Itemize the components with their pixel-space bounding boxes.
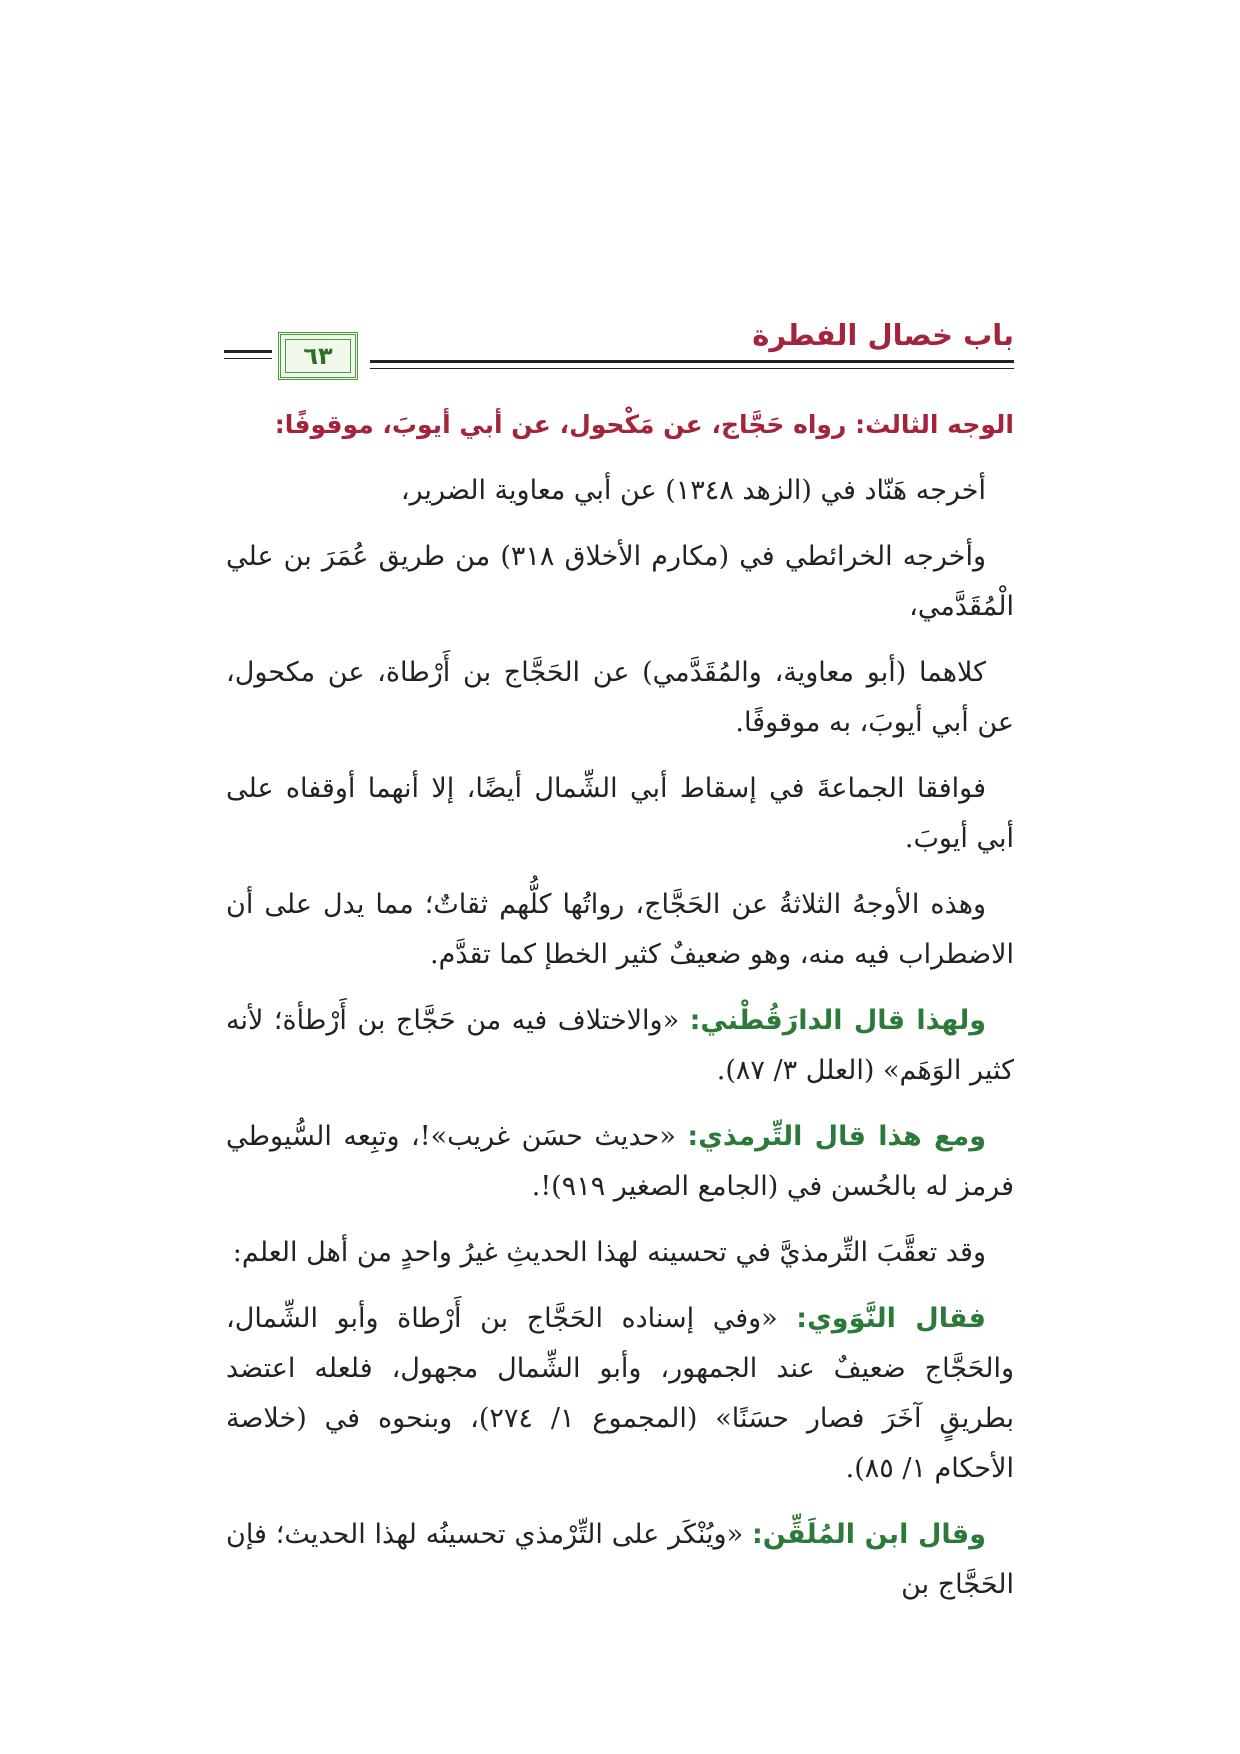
page-number: ٦٣: [303, 342, 333, 370]
paragraph-1: أخرجه هَنّاد في (الزهد ١٣٤٨) عن أبي معاوية الضرير،: [400, 475, 986, 506]
page-body: [226, 400, 1014, 1626]
quote-text-tirmidhi: «حديث حسَن غريب»!، وتبِعه السُّيوطي فرمز له بالحُسن في (الجامع الصغير ٩١٩)!.: [226, 1121, 1014, 1202]
heading-text: رواه حَجَّاج، عن مَكْحول، عن أبي أيوبَ، موقوفًا:: [274, 410, 847, 439]
paragraph-8: وقد تعقَّبَ التِّرمذيَّ في تحسينه لهذا الحديثِ غيرُ واحدٍ من أهل العلم:: [232, 1237, 986, 1268]
section-heading: [226, 400, 1014, 450]
quote-text-nawawi: «وفي إسناده الحَجَّاج بن أَرْطاة وأبو الشِّمال، والحَجَّاج ضعيفٌ عند الجمهور، وأبو الشِّمال مجهول، فلعله اعتضد بطريقٍ آخَرَ فصار حسَنًا» (المجموع ١/ ٢٧٤)، وبنحوه في (خلاصة الأحكام ١/ ٨٥).: [226, 1303, 1014, 1484]
quote-text-daraqutni: «والاختلاف فيه من حَجَّاج بن أَرْطأة؛ لأنه كثير الوَهَم» (العلل ٣/ ٨٧).: [226, 1005, 1014, 1086]
paragraph-2: وأخرجه الخرائطي في (مكارم الأخلاق ٣١٨) من طريق عُمَرَ بن علي الْمُقَدَّمي،: [226, 541, 1014, 622]
paragraph-10: [226, 1510, 1014, 1610]
heading-label: الوجه الثالث:: [855, 410, 1014, 439]
paragraph-9: [226, 1294, 1014, 1494]
page-number-badge: [278, 332, 358, 380]
paragraph-6: [226, 996, 1014, 1096]
header-rule-left: [224, 350, 272, 353]
quote-text-ibn-mulaqqin: «ويُنْكَر على التِّرْمذي تحسينُه لهذا الحديث؛ فإن الحَجَّاج بن: [226, 1519, 1014, 1600]
quote-lead-daraqutni: ولهذا قال الدارَقُطْني:: [689, 1005, 986, 1036]
quote-lead-nawawi: فقال النَّوَوي:: [796, 1303, 986, 1334]
paragraph-4: فوافقا الجماعةَ في إسقاط أبي الشِّمال أيضًا، إلا أنهما أوقفاه على أبي أيوبَ.: [226, 773, 1014, 854]
header-rule-left-thin: [224, 358, 272, 359]
paragraph-7: [226, 1112, 1014, 1212]
chapter-title: باب خصال الفطرة: [752, 318, 1014, 352]
paragraph-5: وهذه الأوجهُ الثلاثةُ عن الحَجَّاج، رواتُها كلُّهم ثقاتٌ؛ مما يدل على أن الاضطراب فيه منه، وهو ضعيفٌ كثير الخطإ كما تقدَّم.: [226, 889, 1014, 970]
quote-lead-tirmidhi: ومع هذا قال التِّرمذي:: [687, 1121, 986, 1152]
header-rule-right: [370, 360, 1014, 363]
paragraph-3: كلاهما (أبو معاوية، والمُقَدَّمي) عن الحَجَّاج بن أَرْطاة، عن مكحول، عن أبي أيوبَ، به موقوفًا.: [226, 657, 1014, 738]
header-rule-right-thin: [370, 368, 1014, 369]
quote-lead-ibn-mulaqqin: وقال ابن المُلَقِّن:: [751, 1519, 986, 1550]
page-header: [224, 318, 1014, 382]
